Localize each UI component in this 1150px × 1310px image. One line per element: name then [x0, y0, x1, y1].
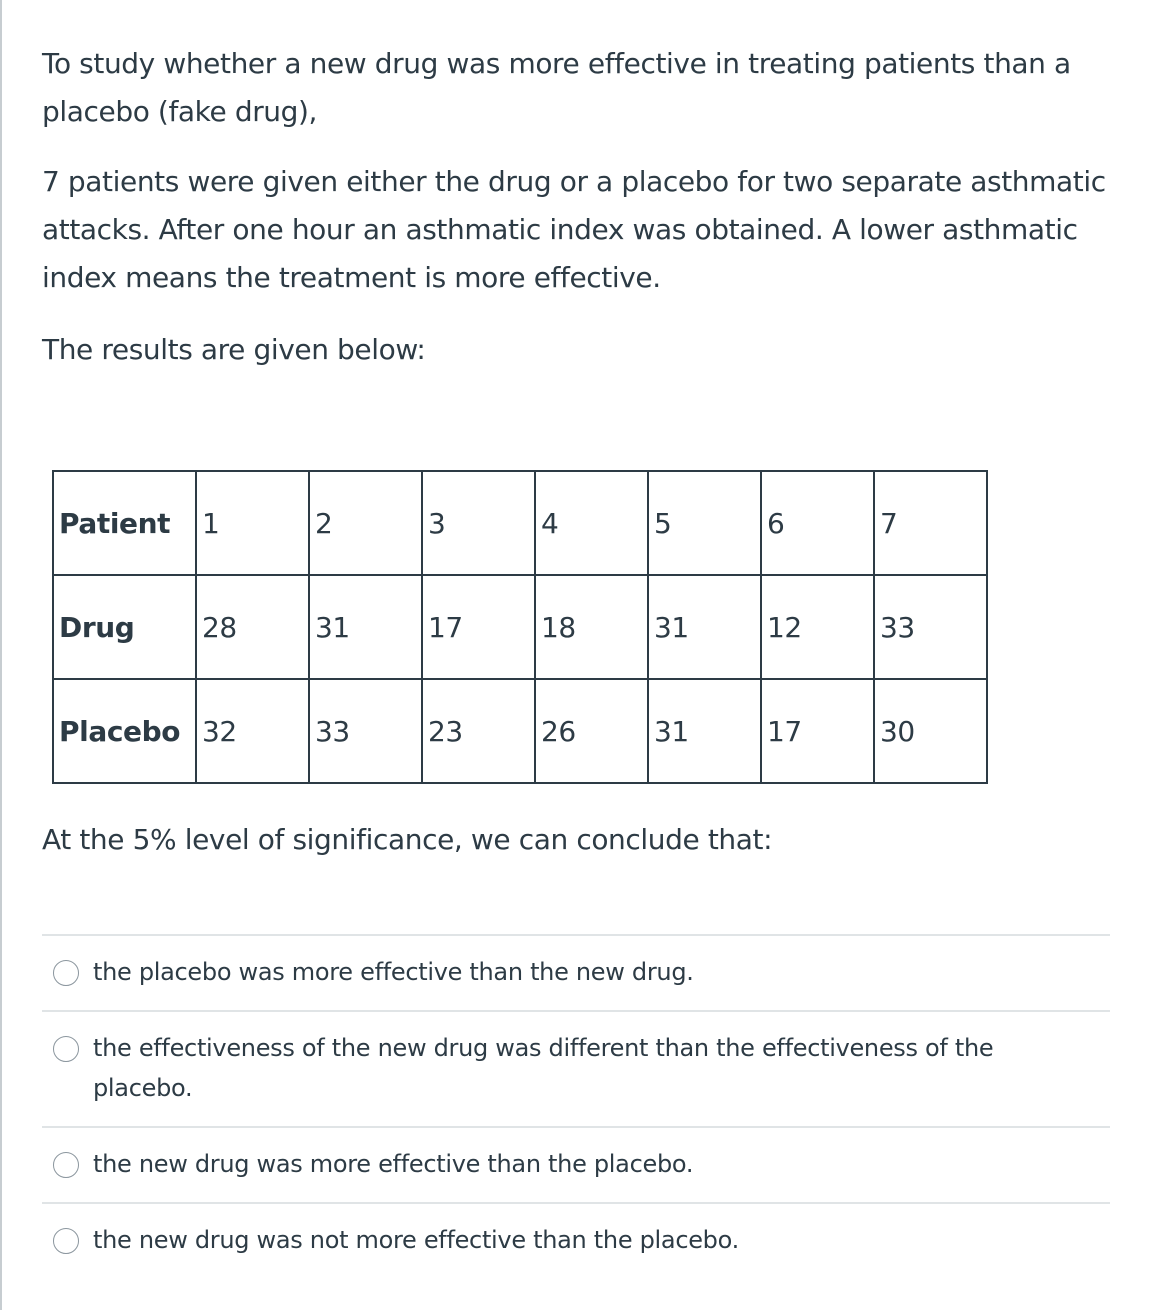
drug-value-6: 12: [761, 575, 874, 679]
answer-option-4[interactable]: [42, 1202, 1110, 1278]
patient-6: 6: [761, 471, 874, 575]
radio-button-icon[interactable]: [53, 1228, 79, 1254]
conclusion-prompt: At the 5% level of significance, we can conclude that:: [42, 823, 773, 856]
answer-label: the new drug was more effective than the placebo.: [93, 1150, 694, 1178]
answer-option-1[interactable]: [42, 934, 1110, 1010]
row-label-drug: Drug: [53, 575, 196, 679]
radio-button-icon[interactable]: [53, 1036, 79, 1062]
placebo-value-5: 31: [648, 679, 761, 783]
table-row-placebo: [53, 679, 987, 783]
patient-7: 7: [874, 471, 987, 575]
patient-1: 1: [196, 471, 309, 575]
placebo-value-1: 32: [196, 679, 309, 783]
radio-button-icon[interactable]: [53, 1152, 79, 1178]
question-paragraph-study: 7 patients were given either the drug or a placebo for two separate asthmatic attacks. After one hour an asthmatic index was obtained. A lower asthmatic index means the treatment is more effective.: [42, 165, 1106, 294]
drug-value-5: 31: [648, 575, 761, 679]
answer-options: [42, 934, 1110, 1278]
patient-5: 5: [648, 471, 761, 575]
answer-option-3[interactable]: [42, 1126, 1110, 1202]
row-label-placebo: Placebo: [53, 679, 196, 783]
placebo-value-6: 17: [761, 679, 874, 783]
answer-option-2[interactable]: [42, 1010, 1110, 1126]
answer-label: the effectiveness of the new drug was different than the effectiveness of the placebo.: [93, 1034, 994, 1102]
drug-value-3: 17: [422, 575, 535, 679]
drug-value-7: 33: [874, 575, 987, 679]
answer-label: the new drug was not more effective than the placebo.: [93, 1226, 739, 1254]
question-paragraph-intro: To study whether a new drug was more effective in treating patients than a placebo (fake drug),: [42, 47, 1071, 128]
left-border-rule: [0, 0, 2, 1310]
placebo-value-4: 26: [535, 679, 648, 783]
patient-4: 4: [535, 471, 648, 575]
table-row-patient: [53, 471, 987, 575]
placebo-value-3: 23: [422, 679, 535, 783]
question-text: [42, 40, 1122, 374]
radio-button-icon[interactable]: [53, 960, 79, 986]
table-row-drug: [53, 575, 987, 679]
results-table: [52, 470, 988, 784]
drug-value-4: 18: [535, 575, 648, 679]
patient-3: 3: [422, 471, 535, 575]
patient-2: 2: [309, 471, 422, 575]
answer-label: the placebo was more effective than the new drug.: [93, 958, 694, 986]
placebo-value-2: 33: [309, 679, 422, 783]
drug-value-1: 28: [196, 575, 309, 679]
question-paragraph-results: The results are given below:: [42, 333, 426, 366]
drug-value-2: 31: [309, 575, 422, 679]
placebo-value-7: 30: [874, 679, 987, 783]
row-label-patient: Patient: [53, 471, 196, 575]
